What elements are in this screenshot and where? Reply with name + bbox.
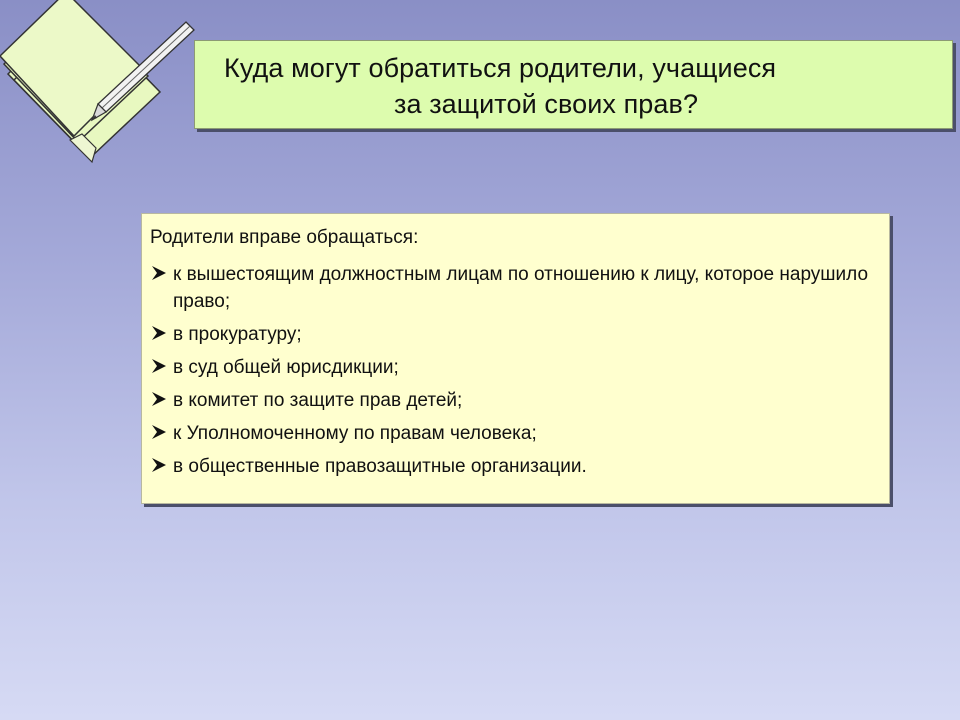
list-item xyxy=(150,387,873,414)
list-item-text: в общественные правозащитные организации. xyxy=(173,456,587,477)
content-box xyxy=(141,213,890,504)
slide-title-box xyxy=(194,40,953,129)
arrowhead-bullet-icon xyxy=(150,355,168,377)
arrowhead-bullet-icon xyxy=(150,454,168,476)
list-item-text: к вышестоящим должностным лицам по отношению к лицу, которое нарушило право; xyxy=(173,264,869,312)
arrowhead-bullet-icon xyxy=(150,388,168,410)
list-item xyxy=(150,420,873,447)
rights-list xyxy=(150,261,873,486)
list-item xyxy=(150,354,873,381)
list-item-text: в суд общей юрисдикции; xyxy=(173,357,399,378)
arrowhead-bullet-icon xyxy=(150,262,168,284)
list-item xyxy=(150,453,873,480)
list-item-text: в комитет по защите прав детей; xyxy=(173,390,463,411)
list-item-text: к Уполномоченному по правам человека; xyxy=(173,423,537,444)
intro-text: Родители вправе обращаться: xyxy=(150,227,419,248)
arrowhead-bullet-icon xyxy=(150,322,168,344)
arrowhead-bullet-icon xyxy=(150,421,168,443)
list-item xyxy=(150,321,873,348)
title-line-2: за защитой своих прав? xyxy=(394,89,699,119)
list-item xyxy=(150,261,873,315)
title-line-1: Куда могут обратиться родители, учащиеся xyxy=(224,53,777,83)
list-item-text: в прокуратуру; xyxy=(173,324,302,345)
notepad-with-pencil-icon xyxy=(0,0,200,180)
